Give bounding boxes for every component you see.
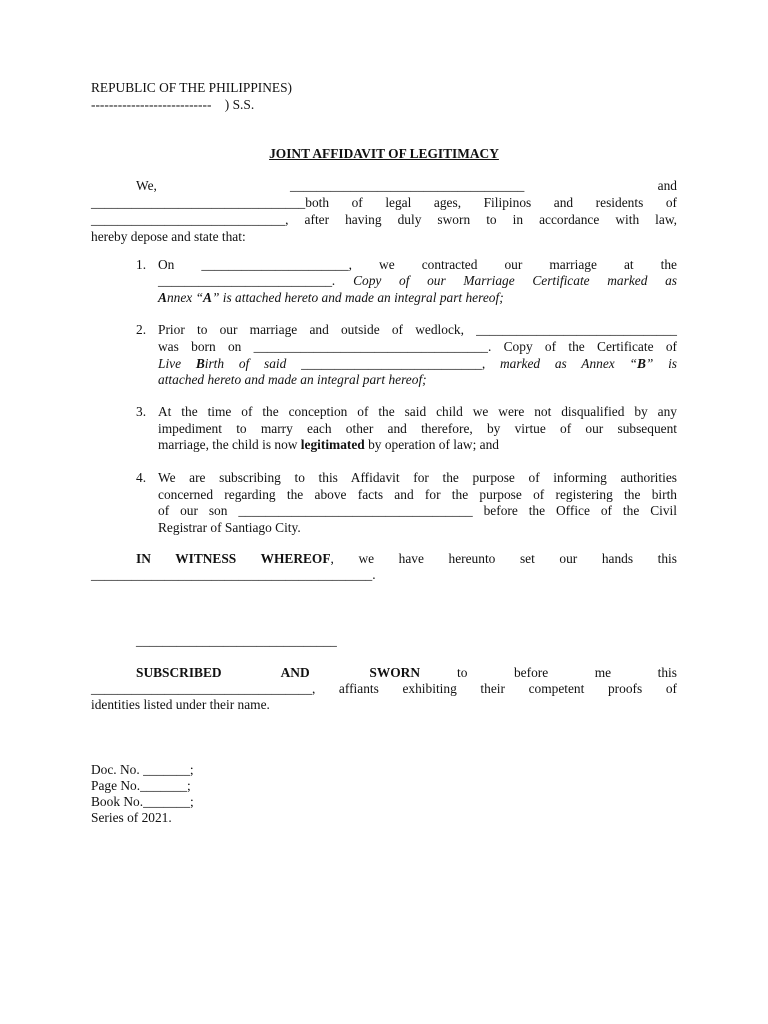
signature-line: ______________________________ (136, 633, 337, 648)
item-2-line-1: Prior to our marriage and outside of wedlock, ______________________________ (158, 322, 677, 337)
ss-line: --------------------------- ) S.S. (91, 97, 255, 112)
emphasis-text: A (203, 290, 212, 305)
venue-line: REPUBLIC OF THE PHILIPPINES) (91, 80, 293, 95)
witness-lead: IN WITNESS WHEREOF (136, 551, 331, 566)
intro-line-1 (91, 178, 677, 195)
item-3-line-1: At the time of the conception of the said child we were not disqualified by any (158, 404, 677, 419)
witness-date-blank: __________________________________________. (91, 567, 376, 582)
intro-we: We, (136, 178, 157, 193)
intro-line-2: ________________________________both of legal ages, Filipinos and residents of (91, 195, 677, 210)
emphasis-text: A (158, 290, 167, 305)
witness-line-1 (136, 551, 677, 568)
series-line: Series of 2021. (91, 810, 172, 825)
item-4-line-3: of our son ___________________________________ before the Office of the Civil (158, 503, 677, 518)
intro-line-3: _____________________________, after having duly sworn to in accordance with law, (91, 212, 677, 227)
emphasis-text: B (195, 356, 205, 371)
item-4-number: 4. (136, 470, 147, 485)
jurat-line-1 (136, 665, 677, 682)
jurat-lead: SUBSCRIBED AND SWORN (136, 665, 420, 680)
document-title: JOINT AFFIDAVIT OF LEGITIMACY (269, 146, 499, 161)
item-3-line-3: marriage, the child is now legitimated by operation of law; and (158, 437, 500, 452)
item-1-line-1: On ______________________, we contracted our marriage at the (158, 257, 677, 272)
jurat-line-2: _________________________________, affiants exhibiting their competent proofs of (91, 681, 677, 696)
jurat-rest: to before me this (457, 665, 677, 680)
item-4-line-1: We are subscribing to this Affidavit for the purpose of informing authorities (158, 470, 677, 485)
item-1-number: 1. (136, 257, 147, 272)
item-4-line-2: concerned regarding the above facts and for the purpose of registering the birth (158, 487, 677, 502)
item-4-line-4: Registrar of Santiago City. (158, 520, 301, 535)
item-2-number: 2. (136, 322, 147, 337)
item-1-line-2: __________________________. Copy of our Marriage Certificate marked as (158, 273, 677, 288)
book-no: Book No._______; (91, 794, 194, 809)
emphasis-text: legitimated (300, 437, 365, 452)
intro-line-4: hereby depose and state that: (91, 229, 246, 244)
item-3-line-2: impediment to marry each other and therefore, by virtue of our subsequent (158, 421, 677, 436)
item-3-number: 3. (136, 404, 147, 419)
item-2-line-2: was born on ___________________________________. Copy of the Certificate of (158, 339, 677, 354)
item-2-line-4: attached hereto and made an integral part hereof; (158, 372, 427, 387)
witness-rest: , we have hereunto set our hands this (330, 551, 677, 566)
item-2-line-3: Live Birth of said ___________________________, marked as Annex “B” is (158, 356, 678, 371)
emphasis-text: B (636, 356, 646, 371)
doc-no: Doc. No. _______; (91, 762, 194, 777)
intro-names-blank: ___________________________________ (290, 178, 525, 193)
page-no: Page No._______; (91, 778, 191, 793)
jurat-line-3: identities listed under their name. (91, 697, 270, 712)
intro-and: and (657, 178, 677, 193)
item-1-line-3: Annex “A” is attached hereto and made an integral part hereof; (158, 290, 504, 305)
